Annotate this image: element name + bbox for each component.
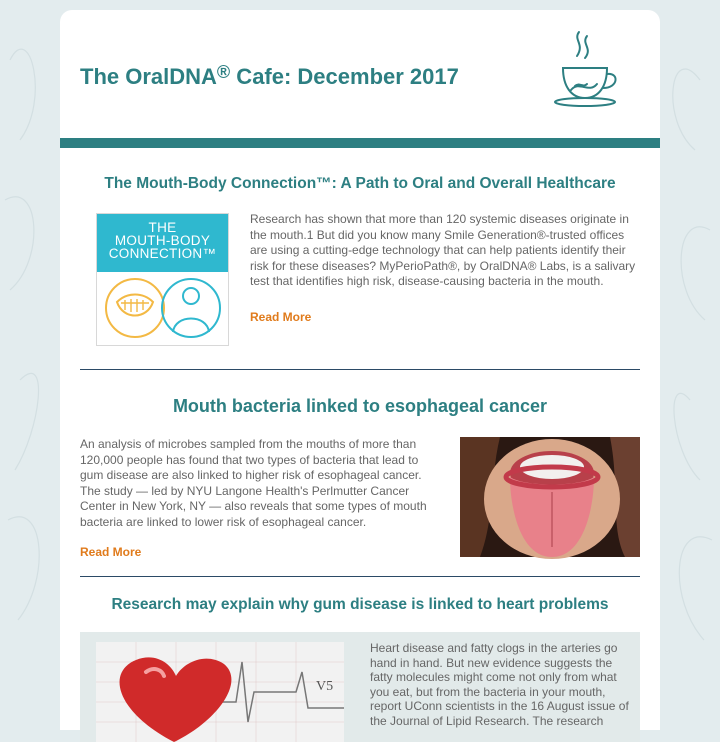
section-body-esophageal-cancer: An analysis of microbes sampled from the mouths of more than 120,000 people has found that two types of bacteria that lead to gum disease are also linked to higher risk of esophageal cancer. The study — led by NYU Langone Health's Perlmutter Cancer Center in New York, NY — also reveals that some types of mouth bacteria are linked to lower risk of esophageal cancer.	[80, 437, 427, 529]
heart-ecg-photo	[96, 642, 344, 742]
section-title-mouth-body: The Mouth-Body Connection™: A Path to Oral and Overall Healthcare	[104, 175, 616, 192]
read-more-link-mouth-body[interactable]: Read More	[250, 310, 312, 324]
smile-and-person-icon	[97, 272, 228, 347]
section-divider	[80, 369, 640, 370]
newsletter-header	[60, 10, 660, 138]
registered-mark: ®	[216, 62, 231, 82]
mouth-body-connection-image	[96, 213, 229, 346]
read-more-link-esophageal-cancer[interactable]: Read More	[80, 545, 142, 559]
newsletter-title: The OralDNA® Cafe: December 2017	[80, 62, 459, 89]
header-accent-bar	[60, 138, 660, 148]
section-title-gum-disease-heart: Research may explain why gum disease is linked to heart problems	[111, 596, 609, 613]
section-body-gum-disease-heart: Heart disease and fatty clogs in the arteries go hand in hand. But new evidence suggests the fatty molecules might come not only from what you eat, but from the bacteria in your mouth, report UConn scientists in the 16 August issue of the Journal of Lipid Research. The research	[370, 641, 629, 728]
section-title-esophageal-cancer: Mouth bacteria linked to esophageal cancer	[172, 396, 548, 416]
svg-text:V5: V5	[316, 679, 334, 694]
section-body-mouth-body: Research has shown that more than 120 systemic diseases originate in the mouth.1 But did you know many Smile Generation®-trusted offices are using a cutting-edge technology that can help patients identify their risk for these diseases? MyPerioPath®, by OralDNA® Labs, is a salivary test that identifies high risk, disease-causing bacteria in the mouth.	[250, 212, 636, 288]
open-mouth-tongue-photo	[460, 437, 640, 557]
coffee-cup-icon	[549, 28, 621, 108]
newsletter-card	[60, 10, 660, 730]
mouth-body-image-banner: THE MOUTH-BODY CONNECTION™	[97, 214, 228, 272]
section-mouth-body	[60, 193, 660, 353]
section-divider	[80, 576, 640, 577]
